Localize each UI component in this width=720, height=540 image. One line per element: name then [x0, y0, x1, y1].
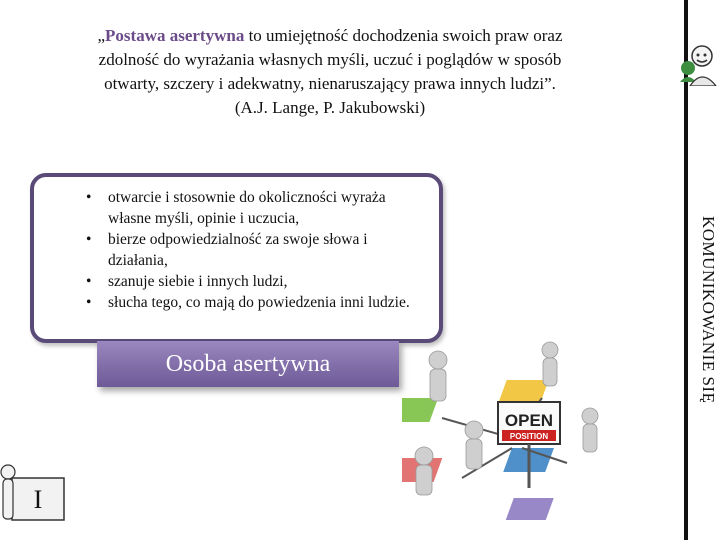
side-title: KOMUNIKOWANIE SIĘ: [699, 216, 718, 404]
traits-list: [86, 187, 416, 313]
quote-block: [30, 24, 630, 120]
quote-attribution: (A.J. Lange, P. Jakubowski): [234, 98, 426, 117]
trait-item: • bierze odpowiedzialność za swoje słowa i działania,: [86, 229, 416, 271]
open-position-illustration: [402, 338, 612, 540]
quote-open-mark: „: [97, 26, 106, 45]
trait-item: • szanuje siebie i innych ludzi,: [86, 271, 416, 292]
quote-highlight: Postawa asertywna: [105, 26, 245, 45]
assertive-person-label: Osoba asertywna: [97, 341, 399, 387]
trait-item: • słucha tego, co mają do powiedzenia inni ludzie.: [86, 292, 416, 313]
quote-line1-rest: to umiejętność dochodzenia swoich praw oraz: [244, 26, 563, 45]
people-logo-icon: [676, 42, 720, 86]
quote-line-1: [30, 24, 630, 48]
info-sign-icon: [0, 458, 80, 540]
sign-position-text: POSITION: [509, 432, 549, 441]
quote-line-3: otwarty, szczery i adekwatny, nienaruszający prawa innych ludzi”.: [104, 74, 556, 93]
sign-open-text: OPEN: [504, 411, 554, 430]
traits-card: [30, 173, 443, 343]
quote-line-2: zdolność do wyrażania własnych myśli, uczuć i poglądów w sposób: [98, 50, 562, 69]
trait-item: • otwarcie i stosownie do okoliczności wyraża własne myśli, opinie i uczucia,: [86, 187, 416, 229]
info-letter: I: [33, 485, 43, 514]
